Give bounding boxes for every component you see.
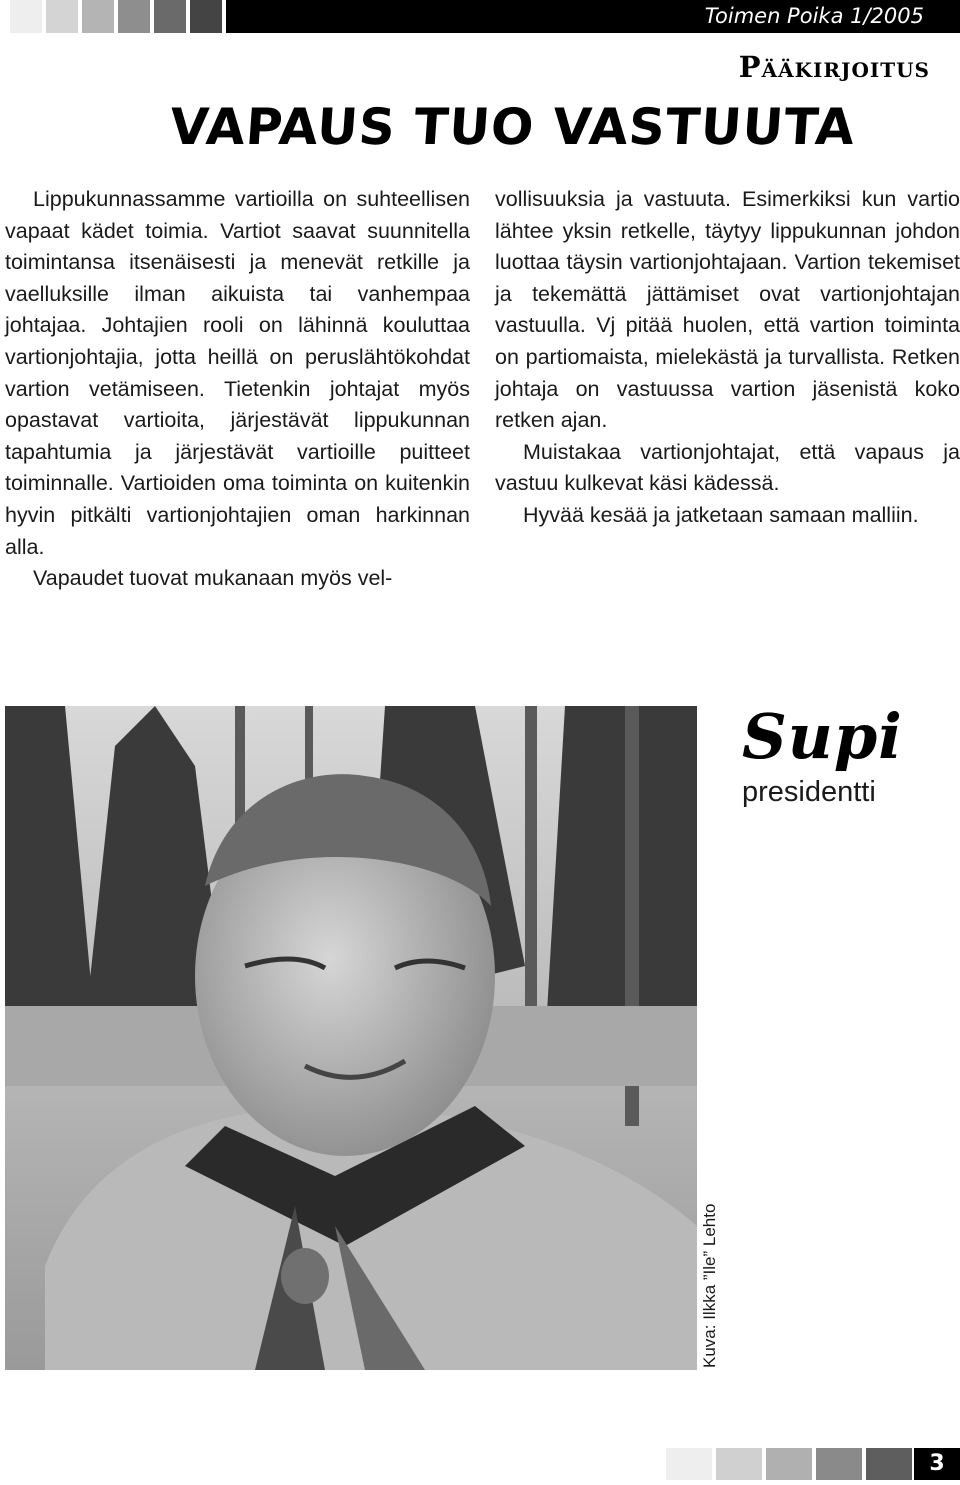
footer-square-3 bbox=[766, 1448, 812, 1480]
author-signature: Supi bbox=[742, 700, 903, 773]
paragraph: Muistakaa vartionjohtajat, että vapaus ja vastuu kulkevat käsi kädessä. bbox=[495, 439, 960, 496]
section-label: Pääkirjoitus bbox=[738, 50, 930, 84]
author-photo-illustration bbox=[5, 706, 697, 1370]
article-title: VAPAUS TUO VASTUUTA bbox=[167, 98, 858, 156]
header-square-5 bbox=[154, 0, 186, 33]
header-square-2 bbox=[46, 0, 78, 33]
header-square-3 bbox=[82, 0, 114, 33]
page-number: 3 bbox=[914, 1448, 960, 1480]
header-square-4 bbox=[118, 0, 150, 33]
left-column bbox=[5, 184, 470, 595]
author-photo bbox=[5, 706, 697, 1370]
footer-square-1 bbox=[666, 1448, 712, 1480]
paragraph: Lippukunnassamme vartioilla on suhteellisen vapaat kädet toimia. Vartiot saavat suunnitella toimintansa itsenäisesti ja menevät retkille ja vaelluksille ilman aikuista tai vanhempaa johtajaa. Johtajien rooli on lähinnä kouluttaa vartionjohtajia, jotta heillä on peruslähtökohdat vartion vetämiseen. Tietenkin johtajat myös opastavat vartioita, järjestävät lippukunnan tapahtumia ja järjestävät vartioille puitteet toiminnalle. Vartioiden oma toiminta on kuitenkin hyvin pitkälti vartionjohtajien oman harkinnan alla. bbox=[5, 187, 470, 559]
paragraph: Vapaudet tuovat mukanaan myös vel- bbox=[33, 566, 393, 591]
right-column bbox=[495, 184, 960, 532]
footer-square-5 bbox=[866, 1448, 912, 1480]
header-square-6 bbox=[190, 0, 222, 33]
photo-credit: Kuva: Ilkka ”Ile” Lehto bbox=[700, 1203, 719, 1368]
paragraph: Hyvää kesää ja jatketaan samaan malliin. bbox=[523, 502, 919, 527]
header-square-7 bbox=[226, 0, 650, 33]
publication-title: Toimen Poika 1/2005 bbox=[650, 0, 960, 33]
paragraph: vollisuuksia ja vastuuta. Esimerkiksi kun vartio lähtee yksin retkelle, täytyy lippukunnan johdon luottaa täysin vartionjohtajaan. Vartion tekemiset ja tekemättä jättämiset ovat vartionjohtajan vastuulla. Vj pitää huolen, että vartion toiminta on partiomaista, mielekästä ja turvallista. Retken johtaja on vastuussa vartion jäsenistä koko retken ajan. bbox=[495, 187, 960, 433]
footer-square-2 bbox=[716, 1448, 762, 1480]
author-role: presidentti bbox=[742, 776, 876, 808]
header-square-1 bbox=[10, 0, 42, 33]
footer-square-4 bbox=[816, 1448, 862, 1480]
